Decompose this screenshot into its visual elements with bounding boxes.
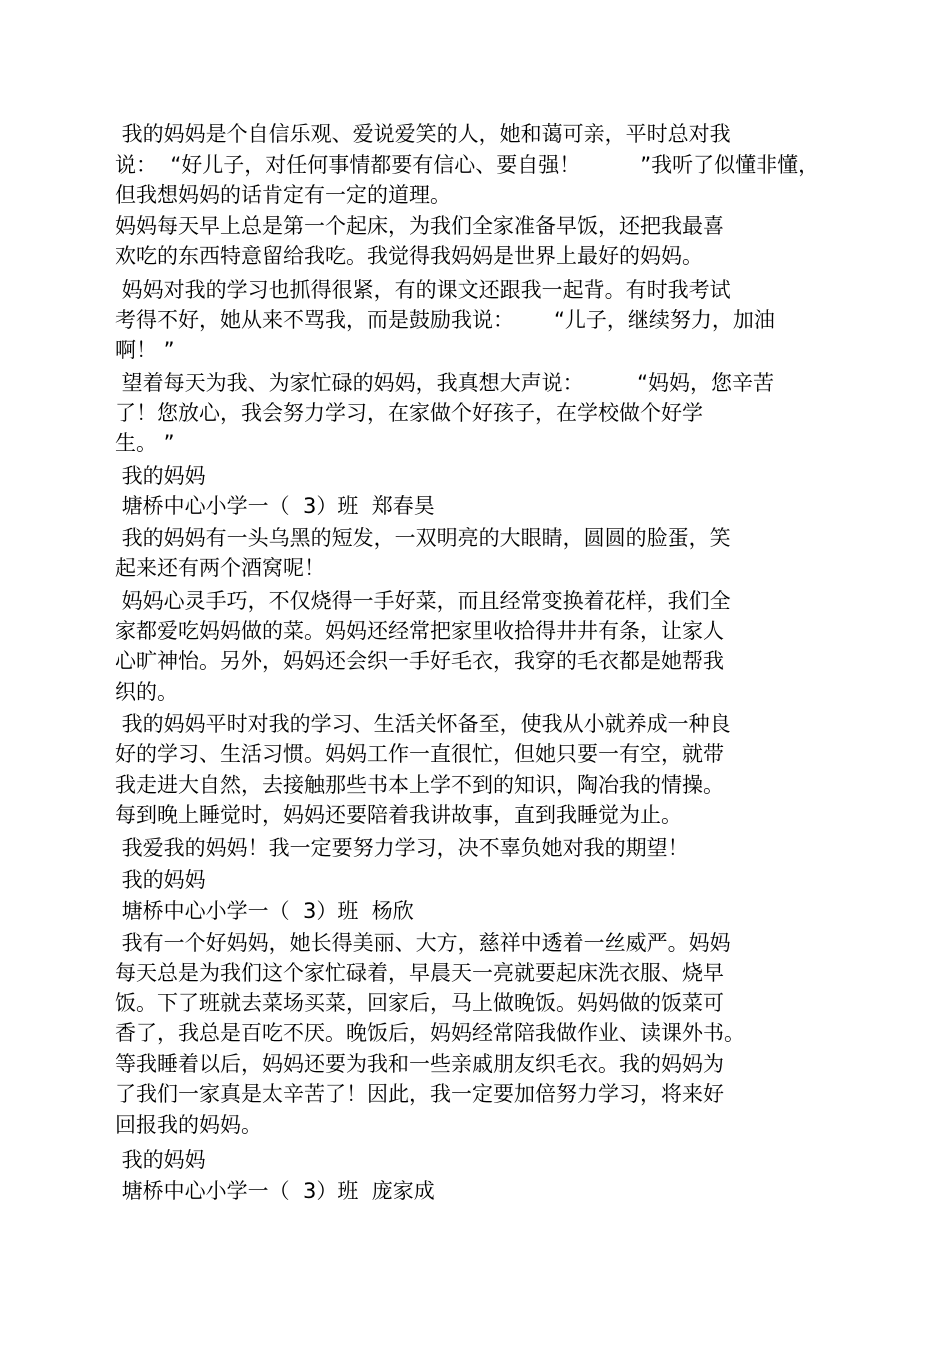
author-line: 塘桥中心小学一（ 3）班 郑春昊 <box>115 494 435 518</box>
text-line: 家都爱吃妈妈做的菜。妈妈还经常把家里收拾得井井有条，让家人 <box>115 619 724 643</box>
text-line: 饭。下了班就去菜场买菜，回家后，马上做晚饭。妈妈做的饭菜可 <box>115 991 724 1015</box>
text-line: 好的学习、生活习惯。妈妈工作一直很忙，但她只要一有空，就带 <box>115 742 724 766</box>
text-line: 考得不好，她从来不骂我，而是鼓励我说： “儿子，继续努力，加油 <box>115 308 775 332</box>
text-line: 我有一个好妈妈，她长得美丽、大方，慈祥中透着一丝威严。妈妈 <box>115 931 731 955</box>
text-line: 说： “好儿子，对任何事情都要有信心、要自强！ ”我听了似懂非懂， <box>115 153 820 177</box>
text-line: 等我睡着以后，妈妈还要为我和一些亲戚朋友织毛衣。我的妈妈为 <box>115 1052 724 1076</box>
text-line: 织的。 <box>115 680 178 704</box>
text-line: 了！您放心，我会努力学习，在家做个好孩子，在学校做个好学 <box>115 401 703 425</box>
text-line: 每到晚上睡觉时，妈妈还要陪着我讲故事，直到我睡觉为止。 <box>115 803 682 827</box>
text-line: 我走进大自然，去接触那些书本上学不到的知识，陶冶我的情操。 <box>115 773 724 797</box>
text-line: 了我们一家真是太辛苦了！因此，我一定要加倍努力学习，将来好 <box>115 1082 724 1106</box>
section-title: 我的妈妈 <box>115 1148 206 1172</box>
text-line: 起来还有两个酒窝呢！ <box>115 556 325 580</box>
text-line: 我的妈妈有一头乌黑的短发，一双明亮的大眼睛，圆圆的脸蛋，笑 <box>115 526 731 550</box>
author-line: 塘桥中心小学一（ 3）班 庞家成 <box>115 1179 435 1203</box>
text-line: 香了，我总是百吃不厌。晚饭后，妈妈经常陪我做作业、读课外书。 <box>115 1021 745 1045</box>
text-line: 心旷神怡。另外，妈妈还会织一手好毛衣，我穿的毛衣都是她帮我 <box>115 649 724 673</box>
text-line: 每天总是为我们这个家忙碌着，早晨天一亮就要起床洗衣服、烧早 <box>115 961 724 985</box>
text-line: 欢吃的东西特意留给我吃。我觉得我妈妈是世界上最好的妈妈。 <box>115 244 703 268</box>
section-title: 我的妈妈 <box>115 868 206 892</box>
text-line: 望着每天为我、为家忙碌的妈妈，我真想大声说： “妈妈，您辛苦 <box>115 371 774 395</box>
text-line: 回报我的妈妈。 <box>115 1113 262 1137</box>
text-line: 妈妈心灵手巧，不仅烧得一手好菜，而且经常变换着花样，我们全 <box>115 589 731 613</box>
text-line: 生。 ” <box>115 431 175 455</box>
text-line: 我爱我的妈妈！我一定要努力学习，决不辜负她对我的期望！ <box>115 836 689 860</box>
text-line: 我的妈妈是个自信乐观、爱说爱笑的人，她和蔼可亲，平时总对我 <box>115 122 731 146</box>
text-line: 妈妈对我的学习也抓得很紧，有的课文还跟我一起背。有时我考试 <box>115 278 731 302</box>
text-line: 我的妈妈平时对我的学习、生活关怀备至，使我从小就养成一种良 <box>115 712 731 736</box>
text-line: 但我想妈妈的话肯定有一定的道理。 <box>115 183 451 207</box>
author-line: 塘桥中心小学一（ 3）班 杨欣 <box>115 899 414 923</box>
section-title: 我的妈妈 <box>115 464 206 488</box>
text-line: 妈妈每天早上总是第一个起床，为我们全家准备早饭，还把我最喜 <box>115 214 724 238</box>
text-line: 啊！ ” <box>115 338 175 362</box>
